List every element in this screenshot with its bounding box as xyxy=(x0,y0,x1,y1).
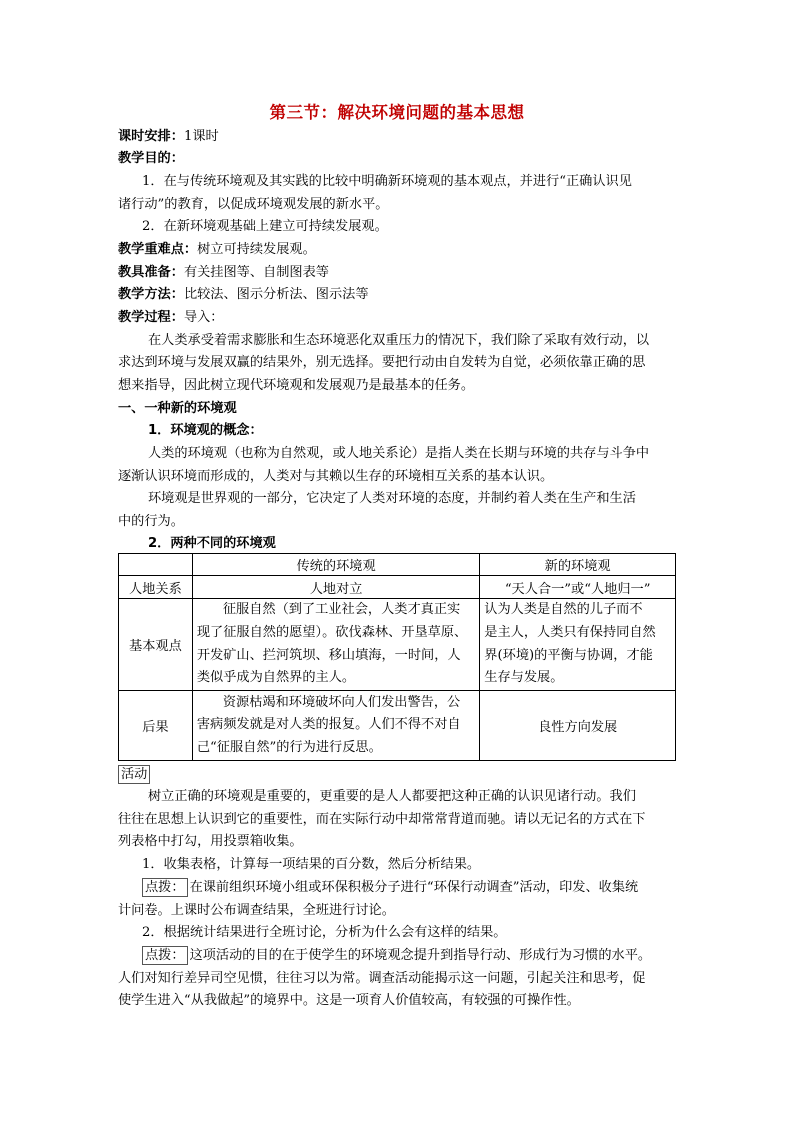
step-2-line: 2．根据统计结果进行全班讨论，分析为什么会有这样的结果。 xyxy=(142,925,507,940)
activity-line-a: 树立正确的环境观是重要的，更重要的是人人都要把这种正确的认识见诸行动。我们 xyxy=(148,789,636,804)
tools-label: 教具准备： xyxy=(118,265,184,280)
method-line xyxy=(118,284,369,307)
table-header-row xyxy=(119,554,676,576)
intro-line-b: 求达到环境与发展双赢的结果外，别无选择。要把行动由自发转为自觉，必须依靠正确的思 xyxy=(118,355,646,370)
activity-line-c: 列表格中打勾，用投票箱收集。 xyxy=(118,834,303,849)
activity-line-b: 往往在思想上认识到它的重要性，而在实际行动中却常常背道而驰。请以无记名的方式在下 xyxy=(118,812,646,827)
table-cell: 良性方向发展 xyxy=(480,691,676,761)
row-label: 后果 xyxy=(119,691,193,761)
goal-label: 教学目的： xyxy=(118,151,184,166)
tip-tag: 点拨： xyxy=(142,946,188,965)
table-row xyxy=(119,576,676,599)
tip-2-line-b: 人们对知行差异司空见惯，往往习以为常。调查活动能揭示这一问题，引起关注和思考，促 xyxy=(118,971,646,986)
table-cell: 征服自然（到了工业社会，人类才真正实 现了征服自然的愿望）。砍伐森林、开垦草原、 开发矿山、拦河筑坝、移山填海，一时间，人 类似乎成为自然界的主人。 xyxy=(192,599,479,691)
hours-line xyxy=(118,126,219,149)
table-cell: 人地对立 xyxy=(192,576,479,599)
worldview-line-b: 中的行为。 xyxy=(118,514,184,529)
table-cell: 资源枯竭和环境破坏向人们发出警告，公 害病频发就是对人类的报复。人们不得不对自 己“征服自然”的行为进行反思。 xyxy=(192,691,479,761)
tip-tag: 点拨： xyxy=(142,878,188,897)
comparison-table xyxy=(118,553,676,761)
concept-line-a: 人类的环境观（也称为自然观，或人地关系论）是指人类在长期与环境的共存与斗争中 xyxy=(148,446,650,461)
concept-line-b: 逐渐认识环境而形成的，人类对与其赖以生存的环境相互关系的基本认识。 xyxy=(118,469,554,484)
goal-1-line-b: 诸行动”的教育，以促成环境观发展的新水平。 xyxy=(118,197,389,212)
table-row xyxy=(119,691,676,761)
key-line xyxy=(118,239,316,262)
table-header-cell: 新的环境观 xyxy=(480,554,676,576)
step-1-line: 1．收集表格，计算每一项结果的百分数，然后分析结果。 xyxy=(142,857,481,872)
goal-2-line: 2．在新环境观基础上建立可持续发展观。 xyxy=(142,219,388,234)
tip-2-line-a: 点拨： 这项活动的目的在于使学生的环境观念提升到指导行动、形成行为习惯的水平。 xyxy=(142,945,651,968)
intro-line-c: 想来指导，因此树立现代环境观和发展观乃是最基本的任务。 xyxy=(118,378,475,393)
activity-tag: 活动 xyxy=(118,765,150,784)
tools-line xyxy=(118,262,329,285)
subsection-2-heading: 2．两种不同的环境观 xyxy=(148,536,276,551)
key-label: 教学重难点： xyxy=(118,242,198,257)
worldview-line-a: 环境观是世界观的一部分，它决定了人类对环境的态度，并制约着人类在生产和生活 xyxy=(148,491,636,506)
hours-label: 课时安排： xyxy=(118,129,184,144)
process-value: 导入： xyxy=(183,310,224,325)
tools-value: 有关挂图等、自制图表等 xyxy=(183,265,329,280)
hours-value: 1课时 xyxy=(183,129,219,144)
process-label: 教学过程： xyxy=(118,310,184,325)
table-row xyxy=(119,599,676,691)
activity-tag-line xyxy=(118,764,152,787)
row-label: 基本观点 xyxy=(119,599,193,691)
method-value: 比较法、图示分析法、图示法等 xyxy=(183,287,369,302)
table-header-cell: 传统的环境观 xyxy=(192,554,479,576)
table-header-cell xyxy=(119,554,193,576)
goal-1-line-a: 1．在与传统环境观及其实践的比较中明确新环境观的基本观点，并进行“正确认识见 xyxy=(142,174,632,189)
key-value: 树立可持续发展观。 xyxy=(197,242,316,257)
row-label: 人地关系 xyxy=(119,576,193,599)
table-cell: 认为人类是自然的儿子而不 是主人，人类只有保持同自然 界(环境)的平衡与协调，才能 生存与发展。 xyxy=(480,599,676,691)
method-label: 教学方法： xyxy=(118,287,184,302)
page-title: 第三节：解决环境问题的基本思想 xyxy=(269,103,525,122)
section-1-heading: 一、一种新的环境观 xyxy=(118,401,237,416)
tip-2-line-c: 使学生进入“从我做起”的境界中。这是一项育人价值较高，有较强的可操作性。 xyxy=(118,993,580,1008)
subsection-1-heading: 1．环境观的概念： xyxy=(148,423,263,438)
process-line xyxy=(118,307,224,330)
tip-1-line-b: 计问卷。上课时公布调查结果，全班进行讨论。 xyxy=(118,903,395,918)
intro-line-a: 在人类承受着需求膨胀和生态环境恶化双重压力的情况下，我们除了采取有效行动，以 xyxy=(148,333,650,348)
table-cell: “天人合一”或“人地归一” xyxy=(480,576,676,599)
tip-1-line-a: 点拨： 在课前组织环境小组或环保积极分子进行“环保行动调查”活动，印发、收集统 xyxy=(142,877,638,900)
